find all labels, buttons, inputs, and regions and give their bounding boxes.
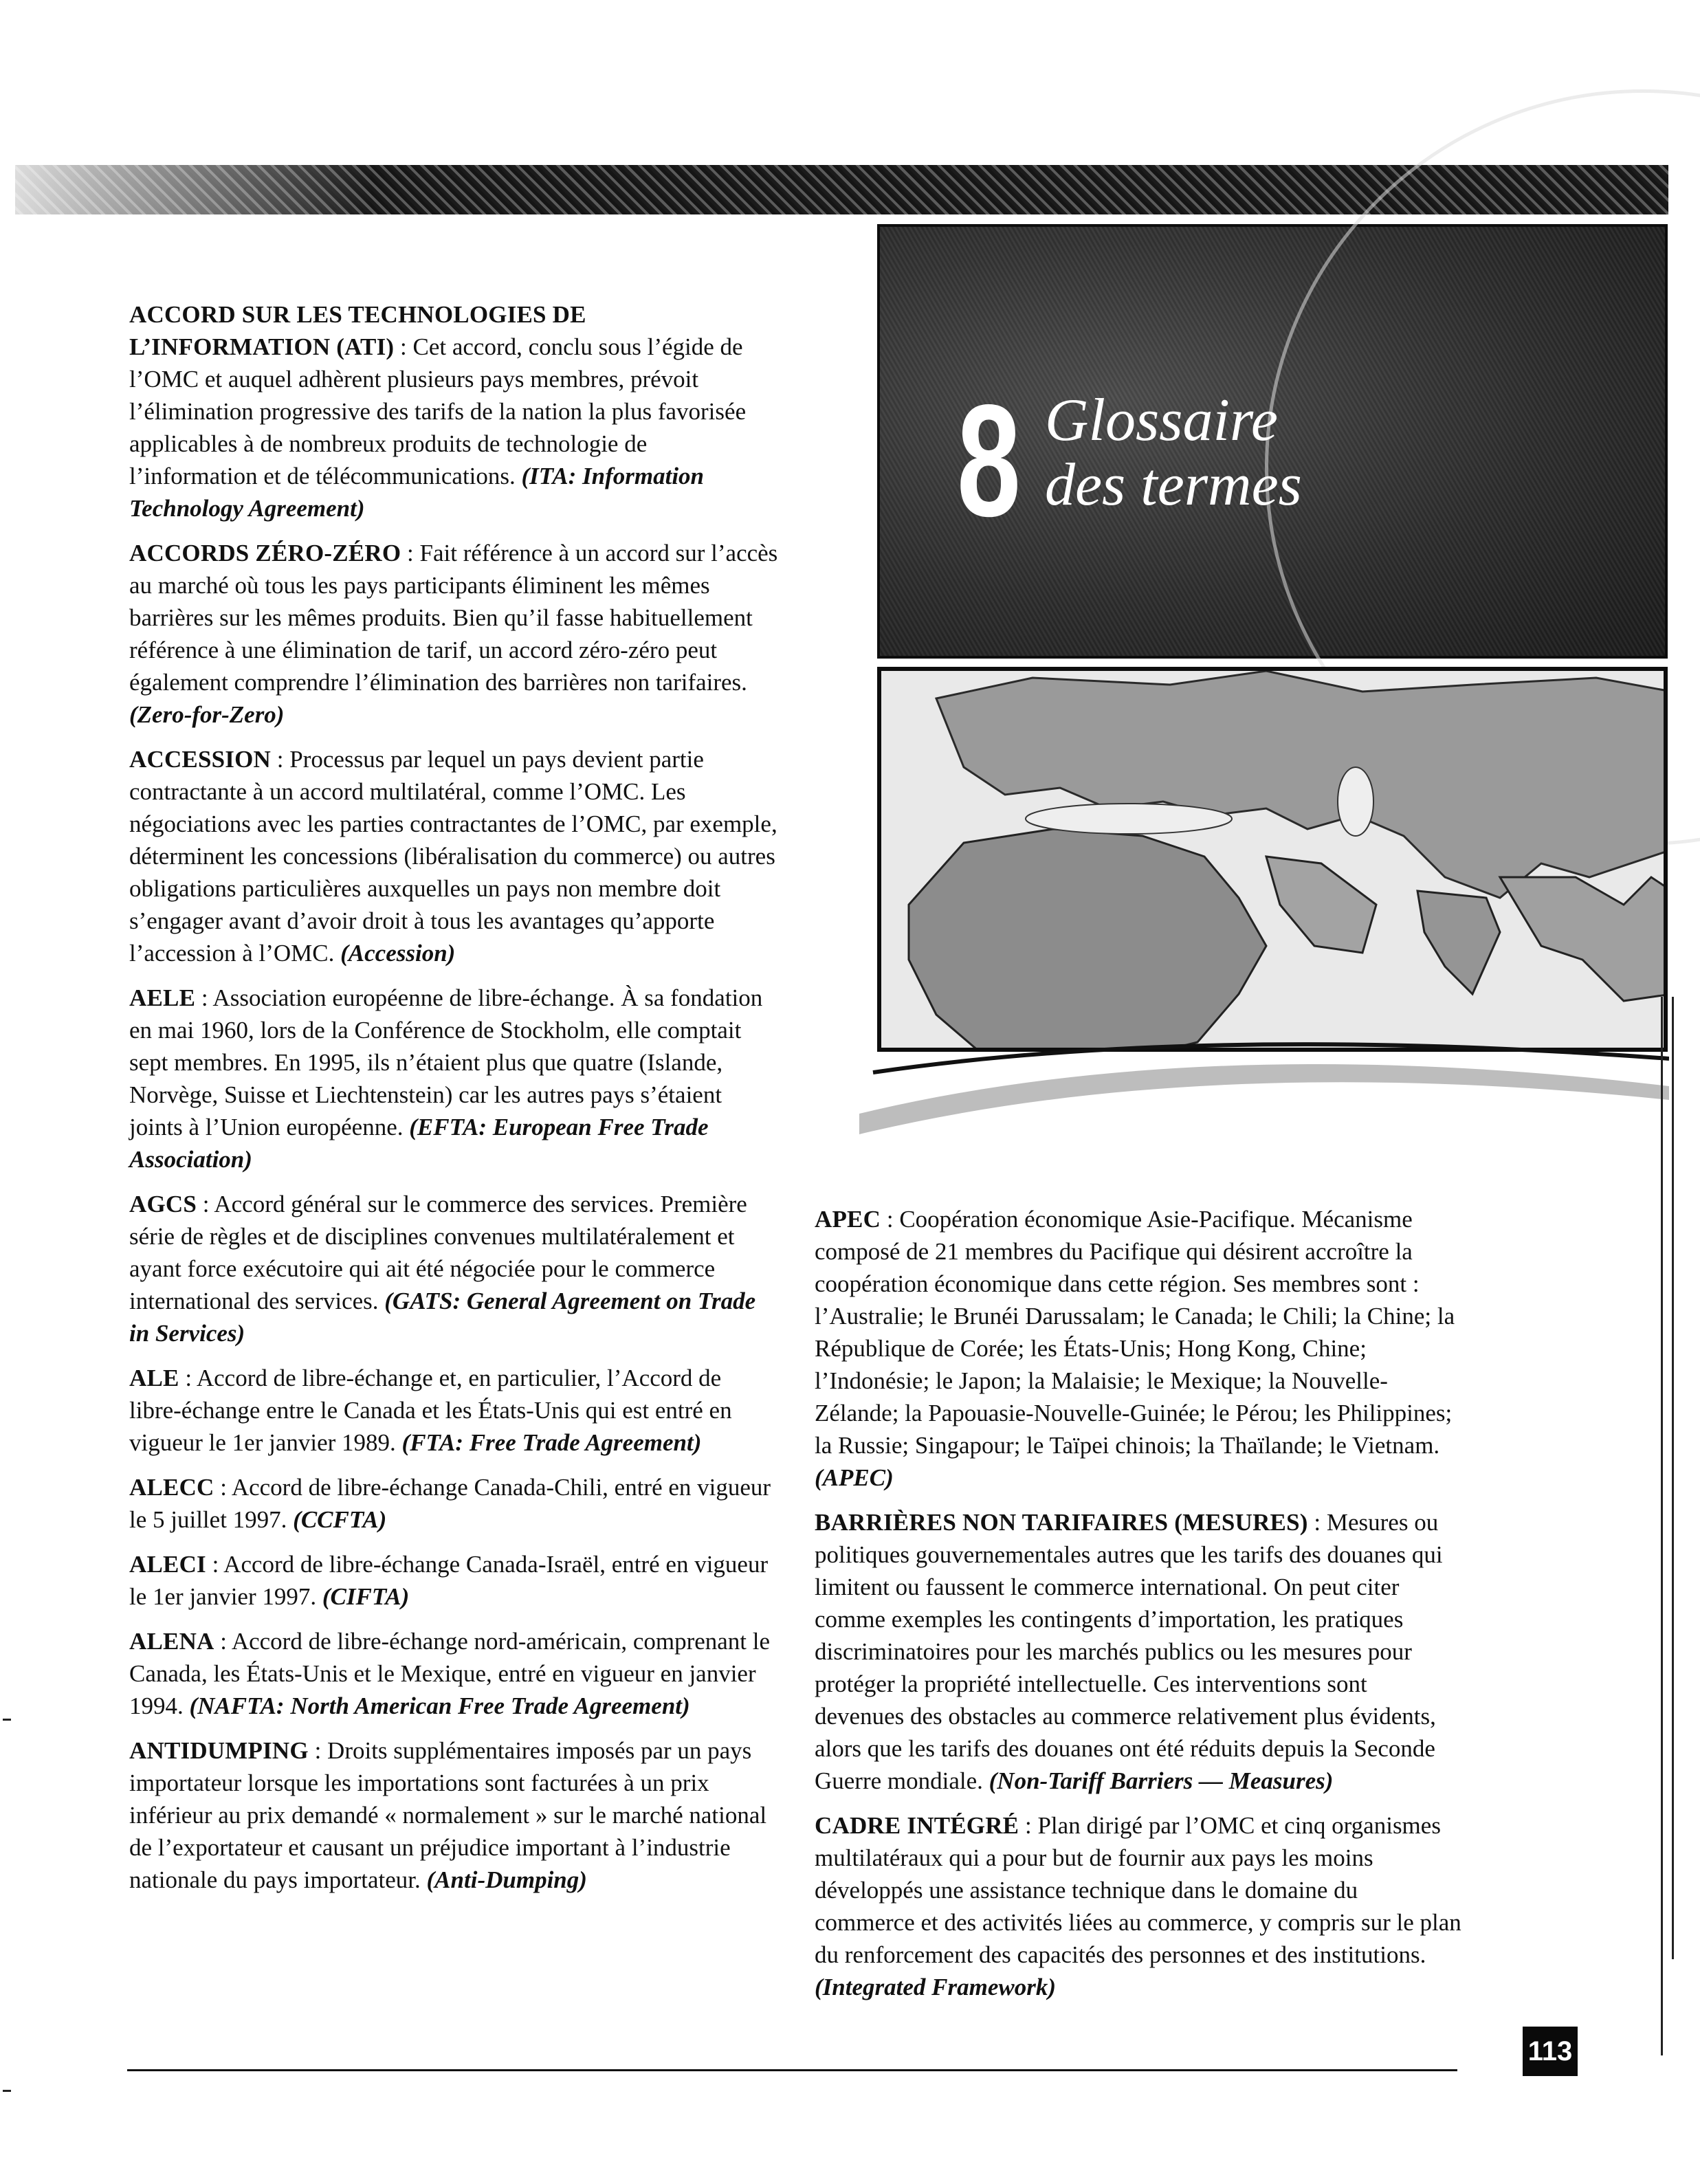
glossary-definition: Accord général sur le commerce des services. Première série de règles et de disciplines convenues multilatéralement et ayant force exécutoire qui ait été négociée pour le commerce international des services. (129, 1191, 747, 1314)
glossary-definition: Plan dirigé par l’OMC et cinq organismes multilatéraux qui a pour but de fournir aux pays les moins développés une assistance technique dans le domaine du commerce et des activités liées au commerce, y compris sur le plan du renforcement des capacités des personnes et des institutions. (815, 1812, 1461, 1968)
glossary-term: APEC (815, 1206, 881, 1233)
margin-rule (1661, 997, 1663, 2055)
margin-rule (1672, 997, 1674, 1959)
glossary-term: BARRIÈRES NON TARIFAIRES (MESURES) (815, 1509, 1308, 1536)
glossary-definition: Fait référence à un accord sur l’accès au marché où tous les pays participants éliminent les mêmes barrières sur les mêmes produits. Bien qu’il fasse habituellement référence à une élimination de tarif, un accord zéro-zéro peut également comprendre l’élimination des barrières non tarifaires. (129, 540, 778, 696)
term-separator: : (195, 984, 213, 1011)
chapter-hero-image (859, 220, 1669, 1141)
english-equivalent: (GATS: General Agreement on Trade in Services) (129, 1288, 756, 1347)
english-equivalent: (Non-Tariff Barriers — Measures) (989, 1767, 1334, 1794)
glossary-term: ALE (129, 1365, 179, 1391)
glossary-definition: Processus par lequel un pays devient partie contractante à un accord multilatéral, comme l’OMC. Les négociations avec les parties contractantes de l’OMC, par exemple, déterminent les concessions (libéralisation du commerce) ou autres obligations particulières auxquelles un pays non membre doit s’engager avant d’avoir droit à tous les avantages qu’apporte l’accession à l’OMC. (129, 746, 777, 967)
glossary-definition: Accord de libre-échange Canada-Israël, entré en vigueur le 1er janvier 1997. (129, 1551, 769, 1610)
english-equivalent: (EFTA: European Free Trade Association) (129, 1114, 709, 1173)
binding-tick (3, 2090, 11, 2092)
glossary-definition: Accord de libre-échange nord-américain, comprenant le Canada, les États-Unis et le Mexique, entré en vigueur en janvier 1994. (129, 1628, 771, 1719)
chapter-number: 8 (957, 372, 1018, 550)
glossary-term: CADRE INTÉGRÉ (815, 1812, 1019, 1839)
glossary-definition: Droits supplémentaires imposés par un pays importateur lorsque les importations sont facturées à un prix inférieur au prix demandé « normalement » sur le marché national de l’exportateur et causant un préjudice important à l’industrie nationale du pays importateur. (129, 1737, 767, 1893)
term-separator: : (1019, 1812, 1038, 1839)
term-separator: : (206, 1551, 224, 1578)
glossary-term: ACCESSION (129, 746, 272, 773)
english-equivalent: (Accession) (340, 940, 456, 967)
english-equivalent: (NAFTA: North American Free Trade Agreement) (189, 1692, 690, 1719)
glossary-term: ANTIDUMPING (129, 1737, 309, 1764)
glossary-term: AGCS (129, 1191, 197, 1217)
glossary-entry (129, 1548, 779, 1613)
glossary-definition: Association européenne de libre-échange. À sa fondation en mai 1960, lors de la Conférence de Stockholm, elle comptait sept membres. En 1995, ils n’étaient plus que quatre (Islande, Norvège, Suisse et Liechtenstein) car les autres pays s’étaient joints à l’Union européenne. (129, 984, 763, 1140)
english-equivalent: (Zero-for-Zero) (129, 701, 285, 728)
glossary-entry (815, 1203, 1462, 1494)
glossary-term: ALECC (129, 1474, 214, 1501)
glossary-entry (129, 1188, 779, 1349)
glossary-term: AELE (129, 984, 196, 1011)
english-equivalent: (CCFTA) (293, 1506, 387, 1533)
english-equivalent: (APEC) (815, 1464, 894, 1491)
glossary-definition: Mesures ou politiques gouvernementales autres que les tarifs des douanes qui limitent ou faussent le commerce international. On peut citer comme exemples les contingents d’importation, les pratiques discriminatoires pour les marchés publics ou les mesures pour protéger la propriété intellectuelle. Ces interventions sont devenues des obstacles au commerce relativement plus évidents, alors que les tarifs des douanes ont été réduits depuis la Seconde Guerre mondiale. (815, 1509, 1443, 1794)
glossary-entry (129, 1471, 779, 1536)
world-map-graphic (881, 671, 1668, 1052)
glossary-entry (129, 537, 779, 731)
glossary-term: ALECI (129, 1551, 206, 1578)
term-separator: : (1307, 1509, 1327, 1536)
glossary-definition: Accord de libre-échange Canada-Chili, entré en vigueur le 5 juillet 1997. (129, 1474, 771, 1533)
term-separator: : (881, 1206, 900, 1233)
glossary-term: ACCORD SUR LES TECHNOLOGIES DE L’INFORMATION (ATI) (129, 301, 586, 360)
term-separator: : (179, 1365, 197, 1391)
glossary-entry (129, 1362, 779, 1459)
mediterranean-sea (1026, 804, 1232, 834)
term-separator: : (401, 540, 420, 566)
term-separator: : (214, 1628, 232, 1655)
glossary-entry (129, 743, 779, 969)
chapter-title-line-2: des termes (1045, 452, 1302, 518)
term-separator: : (394, 333, 413, 360)
binding-tick (3, 1719, 11, 1721)
glossary-entry (815, 1506, 1462, 1797)
english-equivalent: (FTA: Free Trade Agreement) (401, 1429, 702, 1456)
glossary-term: ALENA (129, 1628, 214, 1655)
glossary-entry (815, 1809, 1462, 2003)
footer-rule (127, 2069, 1457, 2071)
term-separator: : (271, 746, 290, 773)
english-equivalent: (CIFTA) (322, 1583, 410, 1610)
margin-rules (1657, 997, 1691, 2055)
glossary-column-right (815, 1203, 1462, 2016)
english-equivalent: (Integrated Framework) (815, 1974, 1056, 2000)
chapter-title-line-1: Glossaire (1045, 387, 1278, 454)
header-band-fade (15, 165, 373, 214)
glossary-term: ACCORDS ZÉRO-ZÉRO (129, 540, 401, 566)
page-number: 113 (1523, 2027, 1578, 2076)
glossary-column-left (129, 298, 779, 1908)
english-equivalent: (ITA: Information Technology Agreement) (129, 463, 705, 522)
binding-ticks (0, 1650, 14, 2172)
caspian-sea (1338, 767, 1373, 836)
glossary-entry (129, 982, 779, 1176)
term-separator: : (214, 1474, 232, 1501)
term-separator: : (308, 1737, 328, 1764)
glossary-entry (129, 298, 779, 525)
chapter-title (1045, 388, 1302, 518)
glossary-entry (129, 1625, 779, 1722)
glossary-entry (129, 1734, 779, 1896)
term-separator: : (197, 1191, 214, 1217)
hero-swoosh-graphic (859, 1031, 1669, 1141)
glossary-definition: Coopération économique Asie-Pacifique. Mécanisme composé de 21 membres du Pacifique qui désirent accroître la coopération économique dans cette région. Ses membres sont : l’Australie; le Brunéi Darussalam; le Canada; le Chili; la Chine; la République de Corée; les États-Unis; Hong Kong, Chine; l’Indonésie; le Japon; la Malaisie; le Mexique; la Nouvelle-Zélande; la Papouasie-Nouvelle-Guinée; le Pérou; les Philippines; la Russie; Singapour; le Taïpei chinois; la Thaïlande; le Vietnam. (815, 1206, 1455, 1459)
chapter-title-panel (877, 224, 1668, 659)
english-equivalent: (Anti-Dumping) (426, 1866, 587, 1893)
glossary-definition: Accord de libre-échange et, en particulier, l’Accord de libre-échange entre le Canada et les États-Unis qui est entré en vigueur le 1er janvier 1989. (129, 1365, 732, 1456)
glossary-definition: Cet accord, conclu sous l’égide de l’OMC et auquel adhèrent plusieurs pays membres, prévoit l’élimination progressive des tarifs de la nation la plus favorisée applicables à de nombreux produits de technologie de l’information et de télécommunications. (129, 333, 747, 489)
world-map-panel (877, 667, 1668, 1052)
